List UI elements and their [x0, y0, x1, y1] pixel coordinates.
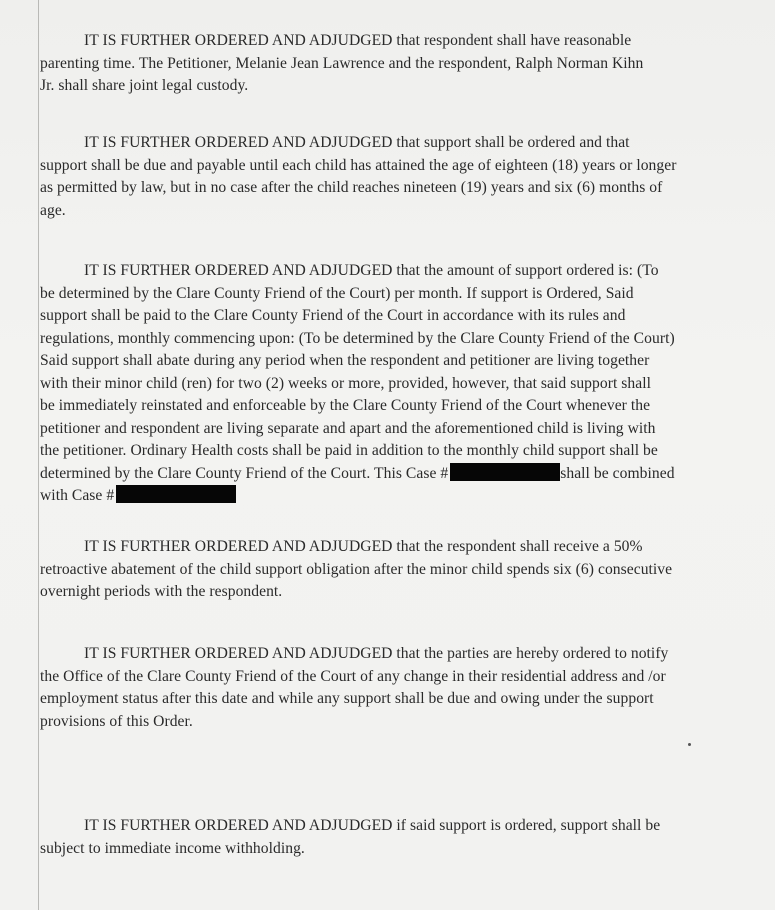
paragraph-line: subject to immediate income withholding. [40, 839, 305, 857]
redacted-case-number [450, 463, 560, 481]
paragraph-line: support shall be due and payable until each child has attained the age of eighteen (18) years or longer [40, 156, 677, 174]
with-case-label: with Case # [40, 487, 115, 504]
stray-mark [688, 743, 691, 746]
paragraph-line: IT IS FURTHER ORDERED AND ADJUDGED that the amount of support ordered is: (To [84, 262, 659, 279]
case-number-prefix: determined by the Clare County Friend of the Court. This Case # [40, 464, 449, 482]
case-number-suffix: shall be combined [560, 464, 675, 482]
paragraph-line: Jr. shall share joint legal custody. [40, 77, 249, 94]
paragraph-parenting-custody [40, 30, 741, 98]
paragraph-line: IT IS FURTHER ORDERED AND ADJUDGED that respondent shall have reasonable [84, 32, 632, 49]
paragraph-line: with their minor child (ren) for two (2) weeks or more, provided, however, that said support shall [40, 374, 651, 392]
paragraph-notify-changes [40, 643, 741, 733]
paragraph-line: parenting time. The Petitioner, Melanie Jean Lawrence and the respondent, Ralph Norman Kihn [40, 54, 644, 72]
paragraph-line: employment status after this date and while any support shall be due and owing under the support [40, 690, 654, 707]
paragraph-line: overnight periods with the respondent. [40, 583, 283, 600]
paragraph-line: support shall be paid to the Clare County Friend of the Court in accordance with its rules and [40, 307, 626, 324]
paragraph-line: the petitioner. Ordinary Health costs shall be paid in addition to the monthly child support shall be [40, 442, 658, 459]
paragraph-line-with-case [40, 485, 741, 508]
redacted-combined-case-number [116, 485, 236, 503]
paragraph-line: Said support shall abate during any period when the respondent and petitioner are living together [40, 352, 650, 369]
paragraph-line: retroactive abatement of the child support obligation after the minor child spends six (6) consecutive [40, 560, 673, 578]
paragraph-line-case [40, 463, 741, 486]
paragraph-support-amount [40, 260, 741, 508]
paragraph-line: provisions of this Order. [40, 712, 193, 730]
paragraph-line: age. [40, 201, 66, 219]
paragraph-line: IT IS FURTHER ORDERED AND ADJUDGED that the respondent shall receive a 50% [84, 538, 643, 555]
paragraph-line: regulations, monthly commencing upon: (To be determined by the Clare County Friend of the Court) [40, 329, 675, 347]
page-edge-line [38, 0, 39, 910]
paragraph-line: as permitted by law, but in no case after the child reaches nineteen (19) years and six (6) months of [40, 179, 663, 196]
paragraph-line: the Office of the Clare County Friend of the Court of any change in their residential address and /or [40, 667, 666, 685]
paragraph-line: IT IS FURTHER ORDERED AND ADJUDGED that the parties are hereby ordered to notify [84, 645, 669, 662]
paragraph-line: be immediately reinstated and enforceable by the Clare County Friend of the Court whenever the [40, 397, 651, 414]
paragraph-income-withholding [40, 815, 741, 860]
paragraph-line: be determined by the Clare County Friend of the Court) per month. If support is Ordered, Said [40, 284, 634, 302]
paragraph-line: IT IS FURTHER ORDERED AND ADJUDGED if said support is ordered, support shall be [84, 817, 661, 834]
paragraph-support-duration [40, 132, 741, 222]
paragraph-line: IT IS FURTHER ORDERED AND ADJUDGED that support shall be ordered and that [84, 134, 630, 151]
paragraph-line: petitioner and respondent are living separate and apart and the aforementioned child is living with [40, 419, 656, 437]
paragraph-retroactive-abatement [40, 536, 741, 604]
